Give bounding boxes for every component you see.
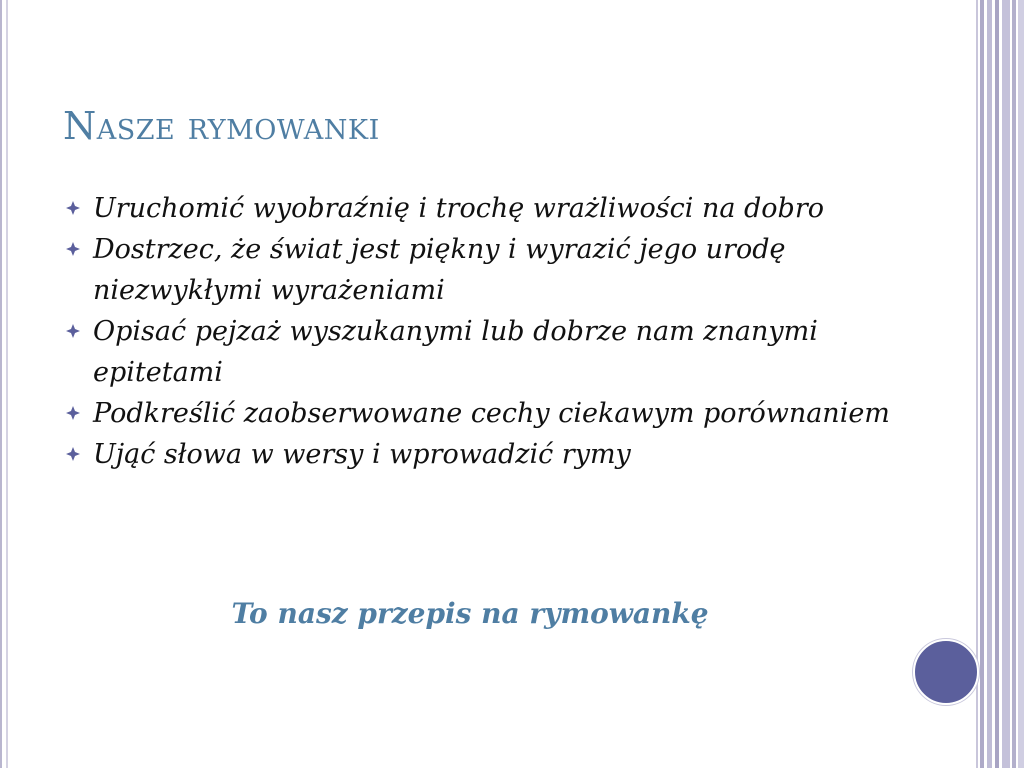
slide-title: Nasze rymowanki (63, 104, 380, 148)
bullet-item (64, 434, 904, 475)
bullet-text: Podkreślić zaobserwowane cechy ciekawym porównaniem (93, 398, 890, 429)
bullet-text: Ująć słowa w wersy i wprowadzić rymy (93, 439, 631, 470)
diamond-bullet-icon (64, 199, 82, 217)
bullet-text: Uruchomić wyobraźnię i trochę wrażliwości na dobro (93, 193, 825, 224)
right-stripe (1018, 0, 1024, 768)
diamond-bullet-icon (64, 240, 82, 258)
diamond-bullet-icon (64, 445, 82, 463)
left-frame-line-inner (6, 0, 8, 768)
right-stripe (1002, 0, 1010, 768)
decorative-circle (913, 639, 979, 705)
bullet-text: Dostrzec, że świat jest piękny i wyrazić jego urodę niezwykłymi wyrażeniami (93, 234, 786, 306)
bullet-text: Opisać pejzaż wyszukanymi lub dobrze nam znanymi epitetami (93, 316, 818, 388)
left-frame-line (0, 0, 2, 768)
right-stripe (976, 0, 978, 768)
diamond-bullet-icon (64, 322, 82, 340)
diamond-bullet-icon (64, 404, 82, 422)
bullet-list (64, 188, 904, 475)
bullet-item (64, 229, 904, 311)
right-stripe (1012, 0, 1016, 768)
bullet-item (64, 393, 904, 434)
right-stripe (980, 0, 984, 768)
right-stripe (995, 0, 999, 768)
bullet-item (64, 311, 904, 393)
bullet-item (64, 188, 904, 229)
right-stripe (987, 0, 992, 768)
closing-line: To nasz przepis na rymowankę (231, 597, 709, 630)
